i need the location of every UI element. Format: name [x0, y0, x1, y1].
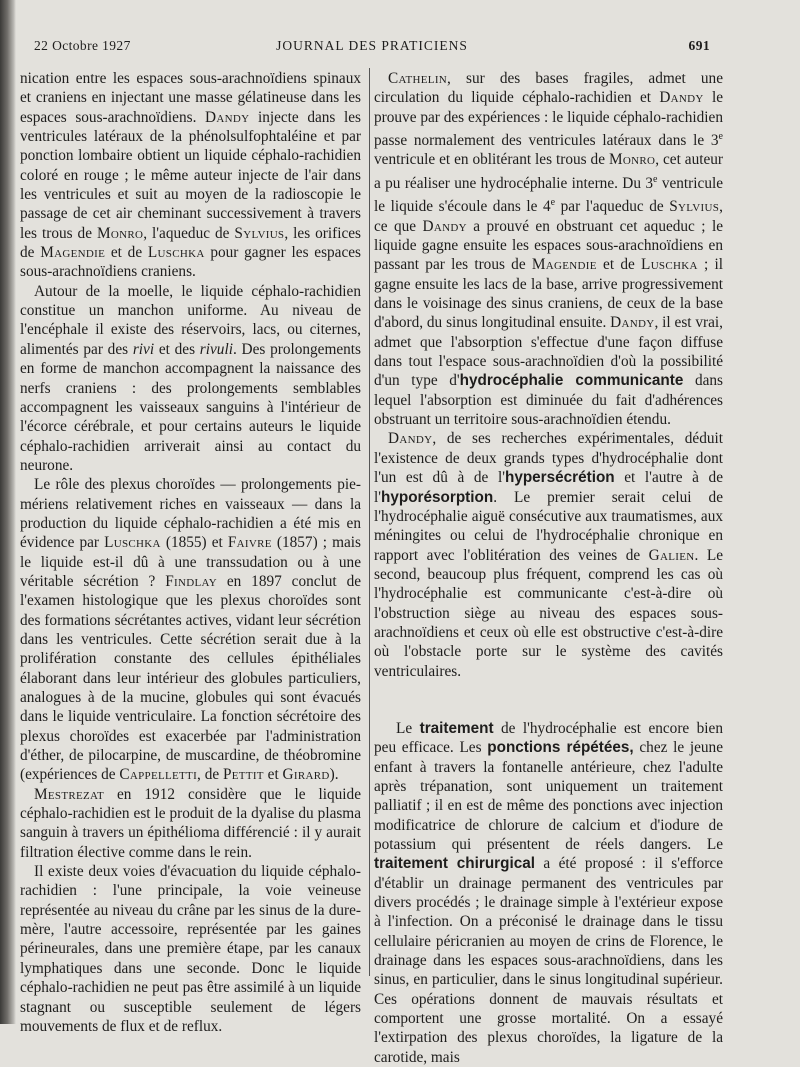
paragraph-ventricular-communication: nication entre les espaces sous-arachnoïdiens spinaux et craniens en injectant une masse gélatineuse dans les espaces sous-arachnoïdiens. Dandy injecte dans les ventricules latéraux de la phénolsulfophtaléine et par ponction lombaire obtient un liquide céphalo-rachidien coloré en rouge ; le même auteur injecte de l'air dans les ventricules et suit au moyen de la radioscopie le passage de cet air cheminant successivement à travers les trous de Monro, l'aqueduc de Sylvius, les orifices de Magendie et de Luschka pour gagner les espaces sous-arachnoïdiens craniens.	[20, 70, 362, 281]
running-header	[34, 38, 710, 58]
paragraph-choroid-plexus-role: Le rôle des plexus choroïdes — prolongements pie-mériens relativement riches en vaisseaux — dans la production du liquide céphalo-rachidien a été mis en évidence par Luschka (1855) et Faivre (1857) ; mais le liquide est-il dû à une transsudation ou à une véritable sécrétion ? Findlay en 1897 conclut de l'examen histologique que les plexus choroïdes sont des formations sécrétantes actives, vidant leur sécrétion dans les ventricules. Cette sécrétion serait due à la prolifération constante des cellules épithéliales élaborant dans leur intérieur des globules particuliers, analogues à de la mucine, globules qui sont évacués dans le liquide ventriculaire. La fonction sécrétoire des plexus choroïdes est exacerbée par l'administration d'éther, de pilocarpine, de muscardine, de théobromine (expériences de Cappelletti, de Pettit et Girard).	[20, 476, 362, 784]
paragraph-treatment: Le traitement de l'hydrocéphalie est encore bien peu efficace. Les ponctions répétées, chez le jeune enfant à travers la fontanelle antérieure, chez l'adulte après trépanation, sont uniquement un traitement palliatif ; il en est de même des ponctions avec injection modificatrice de chlorure de calcium et d'iodure de potassium qui présentent de réels dangers. Le traitement chirurgical a été proposé : il s'efforce d'établir un drainage permanent des ventricules par divers procédés ; le drainage simple à l'extérieur expose à l'infection. On a préconisé le drainage dans le tissu cellulaire péricranien au moyen de crins de Florence, le drainage dans les espaces sous-arachnoïdiens, dans les sinus, en particulier, dans le sinus longitudinal supérieur. Ces opérations donnent de mauvais résultats et comportent une grosse mortalité. On a essayé l'extirpation des plexus choroïdes, la ligature de la carotide, mais	[374, 719, 723, 1066]
column-divider	[369, 68, 370, 976]
paragraph-hydrocephalus-types: Dandy, de ses recherches expérimentales, déduit l'existence de deux grands types d'hydrocéphalie dont l'un est dû à de l'hypersécrétion et l'autre à de l'hyporésorption. Le premier serait celui de l'hydrocéphalie aiguë consécutive aux traumatismes, aux méningites ou celui de l'hydrocéphalie chronique en rapport avec l'oblitération des veines de Galien. Le second, beaucoup plus fréquent, comprend les cas où l'hydrocéphalie est communicante c'est-à-dire où l'obstruction siège au niveau des espaces sous-arachnoïdiens et ceux où elle est obstructive c'est-à-dire où l'obstacle porte sur le système des cavités ventriculaires.	[374, 430, 723, 680]
left-column	[20, 69, 361, 1036]
page-binding-shadow	[0, 0, 16, 1024]
paragraph-csf-evacuation: Il existe deux voies d'évacuation du liquide céphalo-rachidien : l'une principale, la voie veineuse représentée au niveau du crâne par les sinus de la dure-mère, l'autre accessoire, représentée par les gaines périneurales, dans une première étape, par les canaux lymphatiques dans une seconde. Donc le liquide céphalo-rachidien ne peut pas être assimilé à un liquide stagnant ou susceptible seulement de légers mouvements de flux et de reflux.	[20, 863, 361, 1035]
header-page-number: 691	[688, 38, 710, 53]
header-journal-title: JOURNAL DES PRATICIENS	[276, 38, 468, 53]
paragraph-mestrezat-theory: Mestrezat en 1912 considère que le liquide céphalo-rachidien est le produit de la dyalise du plasma sanguin à travers un épithélioma différencié : il y aurait filtration élective comme dans le rein.	[20, 785, 361, 861]
paragraph-csf-circulation: Cathelin, sur des bases fragiles, admet une circulation du liquide céphalo-rachidien et Dandy le prouve par des expériences : le liquide céphalo-rachidien passe normalement des ventricules latéraux dans le 3e ventricule et en oblitérant les trous de Monro, cet auteur a pu réaliser une hydrocéphalie interne. Du 3e ventricule le liquide s'écoule dans le 4e par l'aqueduc de Sylvius, ce que Dandy a prouvé en obstruant cet aqueduc ; le liquide gagne ensuite les espaces sous-arachnoïdiens en passant par les trous de Magendie et de Luschka ; il gagne ensuite les lacs de la base, arrive progressivement dans le voisinage des sinus craniens, de ceux de la base d'abord, du sinus longitudinal ensuite. Dandy, il est vrai, admet que l'absorption s'effectue d'une façon diffuse dans tout l'espace sous-arachnoïdien d'où la possibilité d'un type d'hydrocéphalie communicante dans lequel l'absorption est diminuée du fait d'adhérences obstruant un territoire sous-arachnoïdien étendu.	[374, 70, 724, 429]
paragraph-csf-distribution: Autour de la moelle, le liquide céphalo-rachidien constitue un manchon uniforme. Au niveau de l'encéphale il existe des réservoirs, lacs, ou citernes, alimentés par des rivi et des rivuli. Des prolongements en forme de manchon accompagnent la naissance des nerfs craniens : des prolongements semblables accompagnent les vaisseaux sanguins à l'intérieur de l'écorce cérébrale, et pour certains auteurs le liquide céphalo-rachidien arriverait ainsi au contact du neurone.	[20, 282, 362, 474]
header-date: 22 Octobre 1927	[34, 38, 131, 53]
right-column	[374, 69, 723, 1067]
